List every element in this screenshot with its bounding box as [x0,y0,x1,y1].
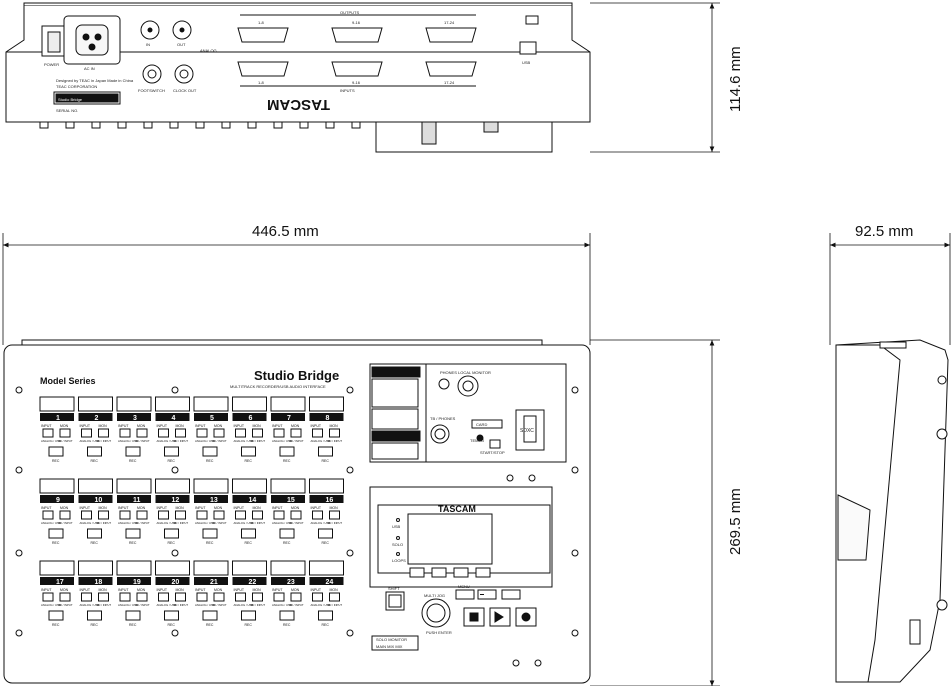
input-button[interactable] [120,593,130,601]
mon-button[interactable] [137,429,147,437]
mon-button[interactable] [330,429,340,437]
mon-button[interactable] [330,511,340,519]
menu-label: MENU [458,584,470,589]
rec-button[interactable] [203,611,217,620]
input-button[interactable] [274,511,284,519]
input-label: INPUT [156,588,167,592]
sd-input-label: SD / INPUT [250,439,266,443]
out-group-2: 9-16 [352,20,361,25]
input-label: INPUT [310,588,321,592]
channel-number: 18 [94,579,103,586]
rec-label: REC [283,459,291,463]
scribble-strip [310,479,344,493]
channel-number: 6 [248,415,253,422]
rec-button[interactable] [242,529,256,538]
sd-input-label: SD / INPUT [327,603,343,607]
sd-input-label: SD / INPUT [289,603,304,607]
mon-button[interactable] [291,593,301,601]
mon-button[interactable] [253,593,263,601]
mon-button[interactable] [291,511,301,519]
channel-number: 15 [287,497,295,504]
input-button[interactable] [159,593,169,601]
scribble-strip [117,561,151,575]
side-view [836,340,948,682]
sd-input-label: SD / INPUT [327,521,343,525]
analog-usb-label: ANALOG / USB [272,439,292,443]
rec-label: REC [206,623,214,627]
mon-button[interactable] [214,429,224,437]
analog-usb-label: ANALOG / USB [310,603,331,607]
analog-usb-label: ANALOG / USB [272,603,292,607]
mon-label: MON [252,424,261,428]
analog-usb-label: ANALOG / USB [310,521,331,525]
input-label: INPUT [118,506,129,510]
analog-usb-label: ANALOG / USB [41,603,61,607]
channel-number: 24 [325,579,334,586]
rec-button[interactable] [319,529,333,538]
input-button[interactable] [120,429,130,437]
mon-label: MON [252,506,261,510]
scribble-strip [156,397,190,411]
mon-label: MON [98,588,107,592]
scribble-strip [79,479,113,493]
f2-button[interactable] [432,568,446,577]
analog-usb-label: ANALOG / USB [195,603,215,607]
analog-usb-label: ANALOG / USB [118,521,138,525]
out-group-1: 1-8 [258,20,264,25]
input-button[interactable] [159,511,169,519]
tempo-label: TEMPO [470,438,485,443]
mon-label: MON [60,588,69,592]
channel-number: 9 [56,497,60,504]
sd-input-label: SD / INPUT [58,439,73,443]
input-label: INPUT [233,588,244,592]
channel-number: 19 [133,579,141,586]
mon-button[interactable] [60,593,70,601]
tb-phones-label: TB / PHONES [430,416,456,421]
channel-number: 21 [210,579,218,586]
depth-dimension: 92.5 mm [855,223,914,240]
rec-button[interactable] [319,447,333,456]
mon-label: MON [175,588,184,592]
analog-usb-label: ANALOG / USB [310,439,331,443]
analog-usb-label: ANALOG / USB [41,439,61,443]
mon-button[interactable] [176,429,186,437]
usb-rear-label: USB [522,60,531,65]
product-plate: Studio Bridge [58,97,83,102]
analog-usb-label: ANALOG / USB [156,603,177,607]
rec-button[interactable] [165,529,179,538]
scribble-strip [271,397,305,411]
input-button[interactable] [82,593,92,601]
rec-button[interactable] [242,447,256,456]
card-label: CARD [476,422,488,427]
input-label: INPUT [79,424,90,428]
scribble-strip [310,397,344,411]
rec-label: REC [206,459,214,463]
rec-label: REC [90,541,98,545]
mon-label: MON [137,588,146,592]
channel-number: 2 [94,415,99,422]
in-group-3: 17-24 [444,80,455,85]
mon-label: MON [291,588,300,592]
rec-button[interactable] [165,447,179,456]
midi-out-label: OUT [177,42,186,47]
input-button[interactable] [236,593,246,601]
product-subtitle: MULTITRACK RECORDER/USB AUDIO INTERFACE [230,384,326,389]
rec-label: REC [244,623,252,627]
mon-button[interactable] [99,429,109,437]
loops-led-label: LOOPS [392,558,406,563]
input-button[interactable] [274,593,284,601]
sd-input-label: SD / INPUT [289,439,304,443]
sd-input-label: SD / INPUT [289,521,304,525]
rec-label: REC [244,541,252,545]
mon-label: MON [60,506,69,510]
rec-button[interactable] [126,447,140,456]
input-label: INPUT [79,588,90,592]
analog-usb-label: ANALOG / USB [79,603,100,607]
mon-label: MON [98,424,107,428]
mon-button[interactable] [99,593,109,601]
analog-usb-label: ANALOG / USB [156,439,177,443]
width-dimension: 446.5 mm [252,223,319,240]
mon-label: MON [329,424,338,428]
sd-input-label: SD / INPUT [250,521,266,525]
channel-number: 8 [325,415,330,422]
scribble-strip [40,561,74,575]
input-label: INPUT [272,506,283,510]
input-label: INPUT [41,424,52,428]
sd-input-label: SD / INPUT [58,521,73,525]
input-label: INPUT [118,424,129,428]
input-button[interactable] [313,593,323,601]
input-button[interactable] [313,511,323,519]
mon-label: MON [214,588,223,592]
scribble-strip [117,397,151,411]
mon-button[interactable] [99,511,109,519]
rear-feet [40,122,360,128]
sd-input-label: SD / INPUT [327,439,343,443]
channel-number: 14 [248,497,257,504]
scribble-strip [233,397,267,411]
channel-number: 4 [171,415,176,422]
channel-number: 7 [287,415,291,422]
analog-usb-label: ANALOG / USB [233,439,254,443]
midi-in-label: IN [146,42,150,47]
input-label: INPUT [118,588,129,592]
channel-number: 13 [210,497,218,504]
input-label: INPUT [156,506,167,510]
input-label: INPUT [272,424,283,428]
rec-button[interactable] [49,529,63,538]
mon-label: MON [98,506,107,510]
rec-button[interactable] [165,611,179,620]
rec-label: REC [52,459,60,463]
scribble-strip [194,561,228,575]
outputs-label: OUTPUTS [340,10,360,15]
mon-label: MON [214,506,223,510]
phones-local-monitor: PHONES LOCAL MONITOR [440,370,491,375]
multi-jog-label: MULTI JOG [424,593,446,598]
mon-label: MON [291,424,300,428]
scribble-strip [79,561,113,575]
sd-input-label: SD / INPUT [135,439,150,443]
f4-button[interactable] [476,568,490,577]
rec-button[interactable] [319,611,333,620]
input-button[interactable] [43,429,53,437]
sd-input-label: SD / INPUT [250,603,266,607]
f1-button[interactable] [410,568,424,577]
input-button[interactable] [197,593,207,601]
front-height-dimension: 269.5 mm [727,488,744,555]
usb-led-label: USB [392,524,401,529]
mon-button[interactable] [176,593,186,601]
channel-number: 11 [133,497,141,504]
scribble-strip [310,561,344,575]
input-label: INPUT [272,588,283,592]
rec-label: REC [90,459,98,463]
mon-button[interactable] [214,593,224,601]
input-button[interactable] [120,511,130,519]
rec-label: REC [167,541,175,545]
scribble-strip [40,397,74,411]
mon-button[interactable] [330,593,340,601]
input-label: INPUT [195,588,206,592]
scribble-strip [233,479,267,493]
push-enter-label: PUSH ENTER [426,630,452,635]
mon-button[interactable] [137,511,147,519]
scribble-strip [156,479,190,493]
sd-input-label: SD / INPUT [212,439,227,443]
input-label: INPUT [195,424,206,428]
analog-usb-label: ANALOG / USB [118,603,138,607]
rec-label: REC [283,541,291,545]
channel-number: 23 [287,579,295,586]
rec-button[interactable] [88,611,102,620]
rear-brand: TASCAM [266,96,330,113]
front-brand: TASCAM [438,504,476,514]
mon-label: MON [60,424,69,428]
input-label: INPUT [41,506,52,510]
rec-label: REC [167,623,175,627]
start-stop-label: START/STOP [480,450,505,455]
rec-button[interactable] [242,611,256,620]
sd-input-label: SD / INPUT [212,521,227,525]
analog-usb-label: ANALOG / USB [79,521,100,525]
rec-button[interactable] [49,611,63,620]
input-button[interactable] [43,511,53,519]
height-dimension: 114.6 mm [727,46,744,112]
mon-button[interactable] [60,511,70,519]
rec-button[interactable] [88,529,102,538]
input-button[interactable] [236,429,246,437]
scribble-strip [271,479,305,493]
rec-button[interactable] [280,611,294,620]
input-button[interactable] [197,429,207,437]
rec-label: REC [244,459,252,463]
input-button[interactable] [159,429,169,437]
channel-number: 1 [56,415,60,422]
mon-label: MON [214,424,223,428]
rec-button[interactable] [203,447,217,456]
teac-label: TEAC CORPORATION [56,84,98,89]
power-label: POWER [44,62,60,67]
fast-forward-icon[interactable] [502,590,520,599]
solo-monitor-label: SOLO MONITOR [376,637,408,642]
input-button[interactable] [236,511,246,519]
input-button[interactable] [82,511,92,519]
rec-label: REC [52,541,60,545]
input-label: INPUT [310,506,321,510]
analog-usb-label: ANALOG / USB [195,521,215,525]
rec-button[interactable] [280,529,294,538]
mon-button[interactable] [60,429,70,437]
serial-label: SERIAL NO. [56,108,79,113]
scribble-strip [156,561,190,575]
scribble-strip [271,561,305,575]
rec-label: REC [129,459,137,463]
rec-label: REC [206,541,214,545]
rec-button[interactable] [126,611,140,620]
product-name: Studio Bridge [254,368,340,383]
mon-button[interactable] [253,429,263,437]
mon-label: MON [137,506,146,510]
in-group-1: 1-8 [258,80,264,85]
channel-number: 3 [133,415,137,422]
sd-input-label: SD / INPUT [135,603,150,607]
mon-button[interactable] [253,511,263,519]
channel-number: 10 [94,497,103,504]
analog-usb-label: ANALOG / USB [41,521,61,525]
sd-input-label: SD / INPUT [135,521,150,525]
channel-number: 20 [171,579,180,586]
sd-input-label: SD / INPUT [96,521,112,525]
channel-number: 16 [325,497,334,504]
analog-usb-label: ANALOG / USB [156,521,177,525]
mon-button[interactable] [137,593,147,601]
channel-number: 22 [248,579,257,586]
shift-label: SHIFT [388,586,400,591]
channel-number: 17 [56,579,64,586]
input-label: INPUT [79,506,90,510]
input-label: INPUT [233,424,244,428]
f3-button[interactable] [454,568,468,577]
rec-label: REC [283,623,291,627]
analog-usb-label: ANALOG / USB [118,439,138,443]
analog-usb-label: ANALOG / USB [195,439,215,443]
analog-usb-label: ANALOG / USB [272,521,292,525]
channel-number: 12 [171,497,180,504]
scribble-strip [79,397,113,411]
rec-button[interactable] [126,529,140,538]
designed-label: Designed by TEAC in Japan Made in China [56,78,134,83]
input-button[interactable] [274,429,284,437]
input-label: INPUT [41,588,52,592]
analog-usb-label: ANALOG / USB [79,439,100,443]
mon-button[interactable] [214,511,224,519]
analog-usb-label: ANALOG / USB [233,603,254,607]
rec-button[interactable] [203,529,217,538]
mon-label: MON [329,506,338,510]
rec-label: REC [321,541,329,545]
sd-input-label: SD / INPUT [173,603,189,607]
sd-input-label: SD / INPUT [96,439,112,443]
clock-out-label: CLOCK OUT [173,88,197,93]
mon-label: MON [175,424,184,428]
analog-label: ANALOG [200,48,217,53]
sd-input-label: SD / INPUT [173,521,189,525]
input-label: INPUT [310,424,321,428]
rec-label: REC [90,623,98,627]
rec-button[interactable] [280,447,294,456]
ac-label: AC IN [84,66,95,71]
solo-led-label: SOLO [392,542,404,547]
mon-label: MON [175,506,184,510]
input-button[interactable] [43,593,53,601]
footswitch-label: FOOTSWITCH [138,88,165,93]
mon-label: MON [329,588,338,592]
rec-label: REC [52,623,60,627]
input-button[interactable] [313,429,323,437]
sdxc-label: SDXC [520,428,534,434]
sd-input-label: SD / INPUT [212,603,227,607]
input-button[interactable] [197,511,207,519]
scribble-strip [194,397,228,411]
out-group-3: 17-24 [444,20,455,25]
rec-label: REC [321,459,329,463]
scribble-strip [40,479,74,493]
inputs-label: INPUTS [340,88,355,93]
input-label: INPUT [233,506,244,510]
scribble-strip [194,479,228,493]
scribble-strip [117,479,151,493]
analog-usb-label: ANALOG / USB [233,521,254,525]
mon-label: MON [137,424,146,428]
rec-label: REC [167,459,175,463]
input-button[interactable] [82,429,92,437]
mon-label: MON [291,506,300,510]
rec-label: REC [129,541,137,545]
mix-group-label: MAIN MIX MIX [376,644,403,649]
mon-button[interactable] [176,511,186,519]
rec-button[interactable] [49,447,63,456]
in-group-2: 9-16 [352,80,361,85]
rec-label: REC [321,623,329,627]
model-series: Model Series [40,376,96,386]
mon-label: MON [252,588,261,592]
scribble-strip [233,561,267,575]
channel-number: 5 [210,415,214,422]
menu-button[interactable] [456,590,474,599]
input-label: INPUT [156,424,167,428]
mon-button[interactable] [291,429,301,437]
rec-label: REC [129,623,137,627]
sd-input-label: SD / INPUT [96,603,112,607]
sd-input-label: SD / INPUT [58,603,73,607]
rec-button[interactable] [88,447,102,456]
input-label: INPUT [195,506,206,510]
sd-input-label: SD / INPUT [173,439,189,443]
